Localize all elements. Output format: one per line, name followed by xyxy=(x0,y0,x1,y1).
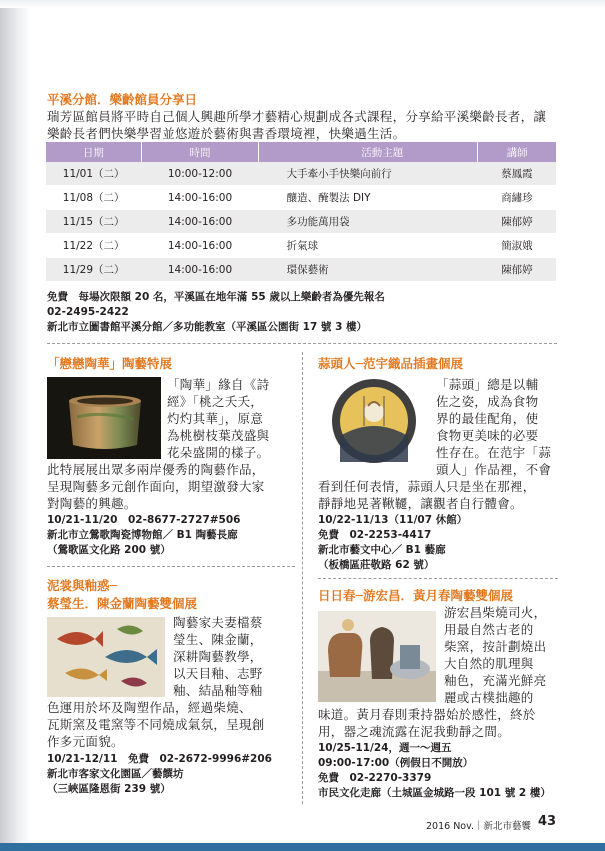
text-line: 大自然的肌理與 xyxy=(444,656,534,671)
table-row xyxy=(46,210,556,234)
text-line: 為桃樹枝葉茂盛與 xyxy=(167,428,270,443)
text-line: 作多元面貌。 xyxy=(47,734,124,749)
text-line: 游宏昌柴燒司火， xyxy=(444,605,547,620)
text-line: 灼灼其華」，原意 xyxy=(167,411,264,426)
text-line: 味道。黃月春則秉持器始於感性，終於 xyxy=(318,707,536,722)
pottery-photo xyxy=(47,377,161,459)
sunset-body-text xyxy=(318,706,563,740)
sunset-side-text xyxy=(444,604,559,706)
text-line: 看到任何表情，蒜頭人只是坐在那裡， xyxy=(318,479,536,494)
cell-date: 11/29（二） xyxy=(46,258,141,282)
pottery-side-text xyxy=(167,376,295,461)
cell-topic: 折氣球 xyxy=(259,234,478,258)
info-line: 新北市客家文化園區／藝饌坊 xyxy=(47,768,184,780)
divider xyxy=(47,343,557,344)
schedule-table xyxy=(46,142,556,282)
table-row xyxy=(46,234,556,258)
page-top-shadow xyxy=(0,0,605,8)
sunset-photo xyxy=(318,611,436,702)
garlic-illustration-image xyxy=(318,376,430,466)
cell-time: 14:00-16:00 xyxy=(141,210,258,234)
cell-teacher: 陳郁婷 xyxy=(478,258,556,282)
header-time: 時間 xyxy=(141,142,258,162)
info-line: 10/22-11/13（11/07 休館） xyxy=(318,514,468,526)
section-title-pingxi: 平溪分館．樂齡館員分享日 xyxy=(47,92,198,107)
info-line: 免費 每場次限額 20 名，平溪區在地年滿 55 歲以上樂齡者為優先報名 xyxy=(47,291,385,303)
mud-title-line2: 蔡瑩生．陳金蘭陶藝雙個展 xyxy=(47,596,198,611)
footer-issue: 2016 Nov.｜新北市藝饗 xyxy=(426,821,532,832)
table-row xyxy=(46,258,556,282)
text-line: 靜靜地晃著鞦韆，讓觀者自行體會。 xyxy=(318,496,523,511)
cell-time: 14:00-16:00 xyxy=(141,234,258,258)
pottery-vase-image xyxy=(47,377,161,459)
info-line: 10/21-12/11 免費 02-2672-9996#206 xyxy=(47,753,272,765)
info-line: （鶯歌區文化路 200 號） xyxy=(47,544,171,556)
header-date: 日期 xyxy=(46,142,141,162)
schedule-header-row xyxy=(46,142,556,162)
table-row xyxy=(46,162,556,186)
text-line: 深耕陶藝教學， xyxy=(173,649,263,664)
cell-teacher: 簡淑娥 xyxy=(478,234,556,258)
info-line: 10/21-11/20 02-8677-2727#506 xyxy=(47,514,241,526)
text-line: 麗或古樸拙趣的 xyxy=(444,690,534,705)
text-line: 花朵盛開的樣子。 xyxy=(167,445,270,460)
sunset-title: 日日春─游宏昌．黃月春陶藝雙個展 xyxy=(318,588,514,603)
page-number: 43 xyxy=(538,814,557,829)
info-line: 免費 02-2253-4417 xyxy=(318,529,432,541)
garlic-info xyxy=(318,513,467,573)
text-line: 釉色，充滿光鮮亮 xyxy=(444,673,547,688)
section-intro-pingxi: 瑞芳區館員將平時自己個人興趣所學才藝精心規劃成各式課程，分享給平溪樂齡長者，讓樂齡長者們快樂學習並悠遊於藝術與書香環境裡，快樂過生活。 xyxy=(47,109,547,141)
cell-topic: 環保藝術 xyxy=(259,258,478,282)
text-line: 陶藝家夫妻檔蔡 xyxy=(173,615,263,630)
pottery-body-text xyxy=(47,461,299,512)
info-line: 09:00-17:00（例假日不開放） xyxy=(318,757,474,769)
text-line: 頭人」作品裡，不會 xyxy=(436,462,552,477)
text-line: 呈現陶藝多元創作面向，期望激發大家 xyxy=(47,479,265,494)
header-topic: 活動主題 xyxy=(259,142,478,162)
cell-time: 14:00-16:00 xyxy=(141,186,258,210)
mud-side-text xyxy=(173,614,297,699)
text-line: 釉、結晶釉等釉 xyxy=(173,683,263,698)
text-line: 經》「桃之夭夭， xyxy=(167,394,264,409)
text-line: 「陶華」緣自《詩 xyxy=(167,377,270,392)
pottery-title: 「戀戀陶華」陶藝特展 xyxy=(47,356,173,371)
text-line: 瑩生、陳金蘭， xyxy=(173,632,263,647)
cell-date: 11/22（二） xyxy=(46,234,141,258)
text-line: 用，器之魂流露在泥我動靜之間。 xyxy=(318,724,511,739)
column-divider xyxy=(302,352,303,804)
cell-date: 11/01（二） xyxy=(46,162,141,186)
text-line: 佐之姿，成為食物 xyxy=(436,394,539,409)
table-row xyxy=(46,186,556,210)
cell-topic: 大手牽小手快樂向前行 xyxy=(259,162,478,186)
info-phone: 02-2495-2422 xyxy=(47,306,129,318)
mud-info xyxy=(47,752,272,797)
text-line: 對陶藝的興趣。 xyxy=(47,496,137,511)
info-line: 新北市立鶯歌陶瓷博物館／ B1 陶藝長廊 xyxy=(47,529,238,541)
text-line: 界的最佳配角，使 xyxy=(436,411,539,426)
garlic-title: 蒜頭人─范宇織品插畫個展 xyxy=(318,356,464,371)
cell-topic: 釀造、醃製法 DIY xyxy=(259,186,478,210)
text-line: 「蒜頭」總是以輔 xyxy=(436,377,539,392)
text-line: 性存在。在范宇「蒜 xyxy=(436,445,552,460)
mud-title-line1: 泥裳與釉惑─ xyxy=(47,578,118,593)
garlic-side-text xyxy=(436,376,560,478)
ceramic-vessels-image xyxy=(318,611,436,702)
cell-time: 14:00-16:00 xyxy=(141,258,258,282)
divider xyxy=(47,566,295,567)
mud-photo xyxy=(47,617,165,697)
header-teacher: 講師 xyxy=(478,142,556,162)
text-line: 柴窯，按計劃燒出 xyxy=(444,639,547,654)
info-line: （板橋區莊敬路 62 號） xyxy=(318,559,435,571)
cell-teacher: 陳郁婷 xyxy=(478,210,556,234)
mud-body-text xyxy=(47,699,299,750)
info-line: 免費 02-2270-3379 xyxy=(318,772,432,784)
cell-teacher: 商繡珍 xyxy=(478,186,556,210)
cell-time: 10:00-12:00 xyxy=(141,162,258,186)
garlic-photo xyxy=(318,376,430,466)
cell-date: 11/08（二） xyxy=(46,186,141,210)
text-line: 用最自然古老的 xyxy=(444,622,534,637)
info-line: 市民文化走廊（土城區金城路一段 101 號 2 樓） xyxy=(318,787,551,799)
text-line: 瓦斯窯及電窯等不同燒成氣氛，呈現創 xyxy=(47,717,265,732)
text-line: 此特展展出眾多兩岸優秀的陶藝作品， xyxy=(47,462,265,477)
page-binding-shadow xyxy=(0,0,30,851)
info-line: 新北市藝文中心／ B1 藝廊 xyxy=(318,544,446,556)
info-line: （三峽區隆恩街 239 號） xyxy=(47,783,171,795)
cell-date: 11/15（二） xyxy=(46,210,141,234)
info-location: 新北市立圖書館平溪分館／多功能教室（平溪區公園街 17 號 3 樓） xyxy=(47,321,368,333)
sunset-info xyxy=(318,741,551,801)
text-line: 色運用於坏及陶塑作品，經過柴燒、 xyxy=(47,700,252,715)
pottery-info xyxy=(47,513,240,558)
text-line: 以天目釉、志野 xyxy=(173,666,263,681)
fish-ceramics-image xyxy=(47,617,165,697)
info-line: 10/25-11/24，週一～週五 xyxy=(318,742,452,754)
cell-topic: 多功能萬用袋 xyxy=(259,210,478,234)
text-line: 食物更美味的必要 xyxy=(436,428,539,443)
garlic-body-text xyxy=(318,478,563,512)
divider xyxy=(318,578,558,579)
bottom-bar xyxy=(0,843,605,851)
cell-teacher: 蔡鳳霞 xyxy=(478,162,556,186)
